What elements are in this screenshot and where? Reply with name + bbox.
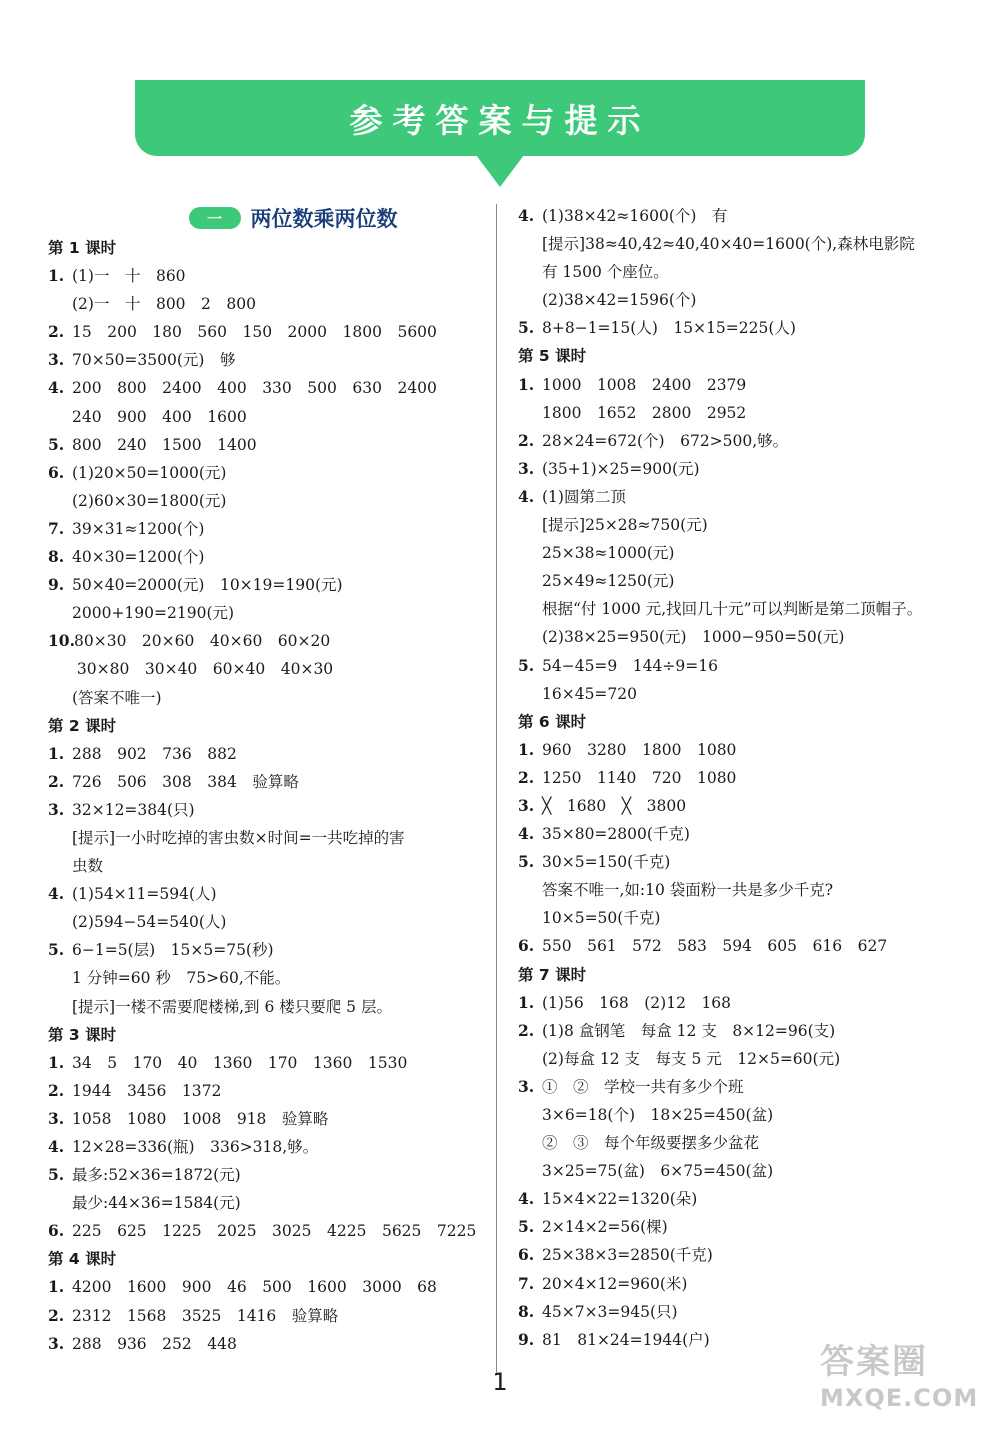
answer-continuation: 最少:44×36=1584(元) [72,1194,241,1213]
question-number: 7. [48,518,65,538]
left-column [48,202,483,1358]
answer-text: 81 81×24=1944(户) [542,1330,710,1349]
answer-text: 70×50=3500(元) 够 [72,351,236,370]
answer-continuation: 16×45=720 [542,684,638,703]
answer-text: 1250 1140 720 1080 [542,768,737,787]
answer-text: 80×30 20×60 40×60 60×20 [74,632,331,651]
answer-item [518,1185,968,1213]
answer-item [518,1073,968,1101]
answer-continuation: 有 1500 个座位。 [542,263,669,282]
answer-continuation: (答案不唯一) [72,688,162,707]
answer-continuation: ② ③ 每个年级要摆多少盆花 [542,1134,760,1153]
answer-continuation: 25×49≈1250(元) [542,572,675,591]
question-number: 6. [518,1245,535,1265]
answer-text: 8+8−1=15(人) 15×15=225(人) [542,319,796,338]
question-number: 4. [48,378,65,398]
answer-item [518,792,968,820]
lesson-heading: 第 3 课时 [48,1025,117,1044]
answer-continuation: 3×6=18(个) 18×25=450(盆) [542,1106,774,1124]
answer-text: (1)20×50=1000(元) [72,463,227,482]
answer-item [518,1017,968,1045]
answer-text: 34 5 170 40 1360 170 1360 1530 [72,1053,408,1072]
answer-text: 726 506 308 384 验算略 [72,772,299,791]
answer-text: 40×30=1200(个) [72,548,205,567]
answer-item [518,932,968,960]
answer-item [518,1213,968,1241]
answer-continuation: [提示]38≈40,42≈40,40×40=1600(个),森林电影院 [542,235,915,254]
answer-item [48,796,483,824]
question-number: 6. [48,1221,65,1241]
answer-text: 6−1=5(层) 15×5=75(秒) [72,941,274,960]
question-number: 5. [48,940,65,960]
page-title: 参考答案与提示 [349,100,651,140]
answer-text: (1)8 盒钢笔 每盒 12 支 8×12=96(支) [542,1021,836,1040]
answer-continuation: [提示]25×28≈750(元) [542,516,708,535]
watermark-url: MXQE.COM [820,1384,979,1412]
answer-item [48,543,483,571]
answer-text: 550 561 572 583 594 605 616 627 [542,937,888,956]
answer-text: 1058 1080 1008 918 验算略 [72,1109,329,1128]
lesson-heading: 第 1 课时 [48,239,117,257]
question-number: 1. [48,743,65,763]
answer-text: 1944 3456 1372 [72,1081,222,1100]
question-number: 4. [48,1137,65,1156]
answer-item [48,1077,483,1105]
question-number: 2. [48,771,65,791]
answer-continuation: 1800 1652 2800 2952 [542,403,747,422]
answer-text: ╳ 1680 ╳ 3800 [542,796,687,815]
answer-continuation: 1 分钟=60 秒 75>60,不能。 [72,969,291,988]
answer-item [48,431,483,459]
answer-text: (1)圆第二顶 [542,487,626,506]
answer-text: (1)56 168 (2)12 168 [542,993,732,1012]
question-number: 5. [48,434,65,454]
answer-text: 15×4×22=1320(朵) [542,1190,698,1209]
answer-text: 2×14×2=56(棵) [542,1218,668,1237]
answer-item [48,1302,483,1330]
answer-item [48,1105,483,1133]
unit-header [103,202,483,234]
question-number: 9. [518,1329,535,1349]
answer-item [48,1273,483,1301]
answer-continuation: 25×38≈1000(元) [542,544,675,563]
question-number: 6. [518,936,535,956]
question-number: 4. [518,206,535,225]
watermark-text: 答案圈 [820,1342,928,1382]
answer-item [48,936,483,964]
answer-item [48,1161,483,1189]
question-number: 2. [518,1020,535,1040]
question-number: 2. [48,322,65,342]
answer-continuation: 虫数 [72,857,104,876]
answer-item [48,768,483,796]
question-number: 10. [48,631,75,651]
lesson-heading: 第 4 课时 [48,1250,117,1269]
answer-text: (1)54×11=594(人) [72,885,217,904]
question-number: 3. [518,795,535,815]
answer-text: 54−45=9 144÷9=16 [542,656,718,675]
answer-continuation: (2)每盒 12 支 每支 5 元 12×5=60(元) [542,1049,841,1068]
answer-text: 30×5=150(千克) [542,853,671,872]
answer-item [48,318,483,346]
lesson-heading: 第 6 课时 [518,712,587,731]
question-number: 6. [48,462,65,482]
question-number: 5. [518,852,535,872]
right-answer-list [518,202,968,1354]
answer-continuation: 10×5=50(千克) [542,909,661,928]
answer-continuation: 240 900 400 1600 [72,407,247,426]
answer-text: 45×7×3=945(只) [542,1302,678,1321]
answer-text: 4200 1600 900 46 500 1600 3000 68 [72,1278,437,1297]
answer-text: 28×24=672(个) 672>500,够。 [542,431,789,450]
answer-text: (1)一 十 860 [72,267,186,286]
answer-item [48,1133,483,1161]
question-number: 1. [48,1052,65,1072]
answer-continuation: 30×80 30×40 60×40 40×30 [72,660,334,679]
question-number: 7. [518,1273,535,1293]
answer-item [518,1241,968,1269]
unit-badge: 一 [189,207,241,229]
answer-text: 39×31≈1200(个) [72,519,205,538]
answer-text: 12×28=336(瓶) 336>318,够。 [72,1138,319,1156]
answer-item [48,1217,483,1245]
answer-item [518,314,968,342]
question-number: 3. [48,1108,65,1128]
answer-text: ① ② 学校一共有多少个班 [542,1077,744,1096]
answer-item [518,427,968,455]
answer-item [48,571,483,599]
lesson-heading: 第 2 课时 [48,716,117,735]
answer-item [48,880,483,908]
lesson-heading: 第 7 课时 [518,965,587,984]
question-number: 1. [518,374,535,394]
question-number: 5. [48,1165,65,1185]
answer-item [518,1298,968,1326]
question-number: 4. [518,1189,535,1209]
answer-continuation: 3×25=75(盆) 6×75=450(盆) [542,1162,774,1181]
question-number: 1. [518,739,535,759]
question-number: 1. [518,992,535,1012]
question-number: 2. [518,430,535,450]
right-column [518,202,968,1354]
question-number: 5. [518,1217,535,1237]
answer-text: 960 3280 1800 1080 [542,740,737,759]
answer-item [518,455,968,483]
question-number: 5. [518,655,535,675]
answer-continuation: (2)38×25=950(元) 1000−950=50(元) [542,628,845,647]
page-number: 1 [492,1368,508,1396]
answer-text: (35+1)×25=900(元) [542,459,700,478]
answer-text: 288 902 736 882 [72,744,237,763]
question-number: 9. [48,575,65,595]
answer-text: 2312 1568 3525 1416 验算略 [72,1306,339,1325]
answer-text: 15 200 180 560 150 2000 1800 5600 [72,323,437,342]
question-number: 2. [518,767,535,787]
answer-item [518,1270,968,1298]
question-number: 3. [48,799,65,819]
question-number: 8. [48,547,65,567]
answer-text: 50×40=2000(元) 10×19=190(元) [72,576,343,595]
answer-text: 25×38×3=2850(千克) [542,1246,713,1265]
answer-item [518,989,968,1017]
answer-item [48,459,483,487]
answer-text: 1000 1008 2400 2379 [542,375,747,394]
answer-item [518,371,968,399]
column-divider [496,204,497,1374]
question-number: 3. [518,1076,535,1096]
answer-item [518,202,968,230]
title-banner [135,80,865,156]
question-number: 4. [518,486,535,506]
question-number: 5. [518,318,535,338]
answer-item [48,346,483,374]
question-number: 4. [518,824,535,844]
answer-continuation: [提示]一小时吃掉的害虫数×时间=一共吃掉的害 [72,828,405,847]
question-number: 2. [48,1080,65,1100]
question-number: 3. [48,350,65,370]
question-number: 1. [48,266,65,286]
answer-item [518,764,968,792]
question-number: 4. [48,884,65,904]
question-number: 8. [518,1301,535,1321]
question-number: 1. [48,1277,65,1297]
answer-text: 800 240 1500 1400 [72,435,257,454]
left-answer-list [48,234,483,1358]
answer-item [518,820,968,848]
answer-item [48,627,483,655]
answer-continuation: 根据“付 1000 元,找回几十元”可以判断是第二顶帽子。 [542,600,923,619]
answer-continuation: (2)38×42=1596(个) [542,291,697,310]
answer-item [48,1049,483,1077]
answer-text: 32×12=384(只) [72,800,195,819]
answer-item [48,515,483,543]
answer-continuation: (2)一 十 800 2 800 [72,295,256,314]
answer-continuation: [提示]一楼不需要爬楼梯,到 6 楼只要爬 5 层。 [72,997,392,1016]
answer-text: 20×4×12=960(米) [542,1274,688,1293]
answer-continuation: (2)594−54=540(人) [72,913,227,932]
answer-item [48,740,483,768]
question-number: 2. [48,1305,65,1325]
answer-item [518,848,968,876]
answer-text: 200 800 2400 400 330 500 630 2400 [72,379,437,398]
lesson-heading: 第 5 课时 [518,347,587,366]
answer-text: 288 936 252 448 [72,1334,237,1353]
answer-text: 225 625 1225 2025 3025 4225 5625 7225 [72,1222,477,1241]
answer-item [48,262,483,290]
answer-text: 最多:52×36=1872(元) [72,1166,241,1185]
banner-pointer [476,155,524,187]
unit-title: 两位数乘两位数 [250,207,398,231]
question-number: 3. [48,1333,65,1353]
question-number: 3. [518,458,535,478]
answer-item [48,1330,483,1358]
answer-text: (1)38×42≈1600(个) 有 [542,207,728,225]
answer-continuation: 答案不唯一,如:10 袋面粉一共是多少千克? [542,881,834,900]
answer-item [48,374,483,402]
answer-item [518,652,968,680]
answer-item [518,483,968,511]
answer-continuation: (2)60×30=1800(元) [72,491,227,510]
answer-item [518,736,968,764]
answer-text: 35×80=2800(千克) [542,825,690,844]
watermark-logo [820,1334,990,1424]
answer-continuation: 2000+190=2190(元) [72,604,235,623]
